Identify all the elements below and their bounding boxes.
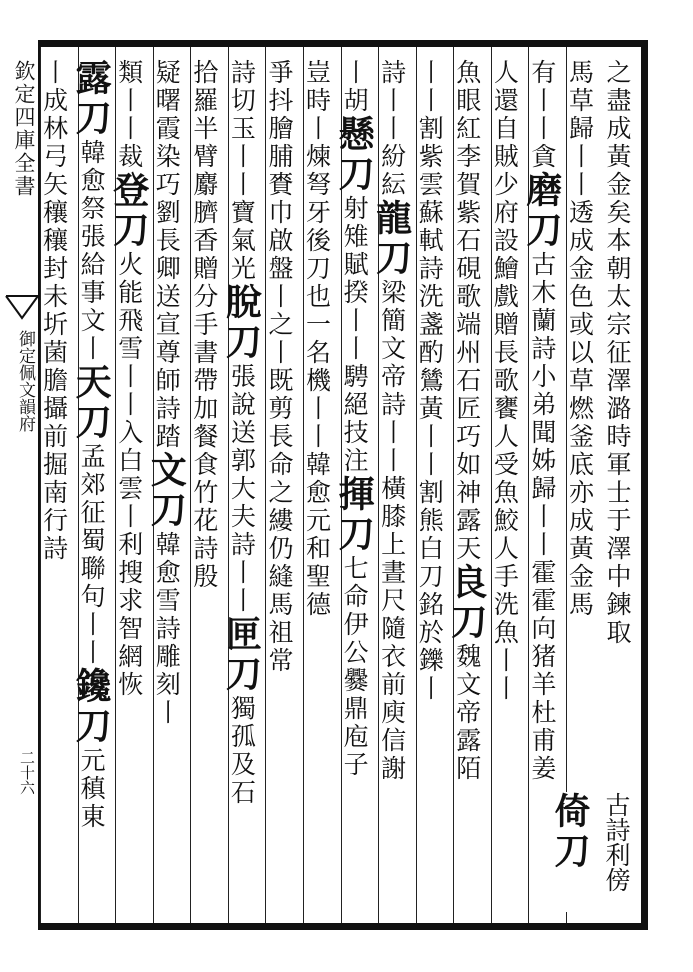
- entry-text: 丨丨韓愈元和聖德: [302, 395, 332, 619]
- entry-text: 丨丨割紫雲蘇軾詩洗盞酌鷥黃丨丨割熊白: [415, 59, 445, 563]
- entry-heading: 文刀: [145, 451, 188, 531]
- column-text: [333, 59, 377, 919]
- column-text: [39, 59, 76, 919]
- column-text: [370, 59, 414, 919]
- text-column: [107, 47, 153, 923]
- entry-text: 韓愈雪詩雕刻丨: [152, 531, 182, 727]
- entry-text: 南行詩: [39, 479, 69, 563]
- column-text: [302, 59, 339, 919]
- entry-text: 魏文帝露陌: [452, 643, 482, 783]
- entry-text: 豈時丨: [302, 59, 332, 143]
- entry-text: 賚巾啟盤丨之丨既剪長命之縷仍縫馬祖常: [264, 171, 294, 675]
- entry-text: 爭抖膾脯: [264, 59, 294, 171]
- entry-heading: 露刀: [70, 59, 113, 139]
- entry-text: 韓愈祭張給事文丨: [77, 139, 107, 363]
- entry-text: 贈分手書帶加餐食: [189, 255, 219, 479]
- entry-text: 丨利搜求智網恢: [114, 503, 144, 699]
- entry-heading-right: [543, 792, 639, 912]
- entry-text: 之盡成黃金矣本朝太宗征澤潞時軍士于澤中鍊取: [603, 59, 632, 647]
- column-text: [415, 59, 452, 919]
- entry-text: 煉: [302, 143, 332, 171]
- book-title: 欽定四庫全書: [12, 60, 36, 198]
- text-columns: [40, 47, 641, 923]
- text-column: [370, 47, 416, 923]
- entry-text: 孟郊征蜀聯句丨丨: [77, 443, 107, 667]
- entry-heading: 良刀: [445, 563, 488, 643]
- entry-text: 獨孤及石: [227, 695, 257, 807]
- entry-text: 詩切玉丨丨寶氣光: [227, 59, 257, 283]
- entry-heading: 磨刀: [520, 171, 563, 251]
- entry-text: 古木蘭詩小弟聞姊歸丨丨霍霍向猪羊杜甫姜: [527, 251, 557, 783]
- text-column: [40, 47, 78, 923]
- text-column: [303, 47, 341, 923]
- entry-heading: 鑱刀: [70, 667, 113, 747]
- page-number: 二十六: [18, 750, 36, 795]
- column-text: [189, 59, 226, 919]
- column-text: [70, 59, 114, 919]
- column-text: [565, 59, 602, 919]
- entry-heading: 揮刀: [333, 475, 376, 555]
- entry-text: 丨胡: [340, 59, 370, 115]
- text-column: [190, 47, 228, 923]
- column-text: [145, 59, 189, 919]
- entry-text: 張說送郭大夫詩丨丨: [227, 363, 257, 615]
- entry-text: 劉長卿送宣尊師詩踏: [152, 199, 182, 451]
- entry-text: 射雉賦揆丨丨騁絕技注: [340, 195, 370, 475]
- text-column: [220, 47, 266, 923]
- entry-text: 魚眼紅李賀紫石硯歌端州石匠巧如神露天: [452, 59, 482, 563]
- entry-heading: 懸刀: [333, 115, 376, 195]
- entry-text: 丨成林弓矢穰穰: [39, 59, 69, 255]
- entry-text: 詩丨丨紛紜: [377, 59, 407, 199]
- text-column: [145, 47, 191, 923]
- column-text: [220, 59, 264, 919]
- entry-text: 七命伊公爨鼎庖子: [340, 555, 370, 779]
- text-column: [445, 47, 491, 923]
- entry-text: 人還自賊: [490, 59, 520, 171]
- text-column: [416, 47, 454, 923]
- entry-text: 拾羅半臂麝臍香: [189, 59, 219, 255]
- column-text: [605, 59, 639, 919]
- entry-text: 類丨丨裁: [114, 59, 144, 171]
- entry-text: 梁簡文帝詩丨丨橫膝上晝尺隨衣前庾信謝: [377, 279, 407, 783]
- column-text: [445, 59, 489, 919]
- entry-text: 疑曙霞染巧: [152, 59, 182, 199]
- entry-heading: 天刀: [70, 363, 113, 443]
- entry-text: 竹花詩殷: [189, 479, 219, 591]
- entry-text: 刀銘於鑠丨: [415, 563, 445, 703]
- column-text: [107, 59, 151, 919]
- entry-text: 元稹東: [77, 747, 107, 831]
- entry-text: 弩牙後刀也一名機: [302, 171, 332, 395]
- text-column: [333, 47, 379, 923]
- entry-heading: 倚刀: [549, 792, 591, 872]
- entry-text: 少府設鱠戲贈長歌饔人受魚鮫人手洗魚丨丨: [490, 171, 520, 703]
- entry-heading: 龍刀: [370, 199, 413, 279]
- section-title: 御定佩文韻府: [15, 330, 35, 432]
- text-column: [491, 47, 529, 923]
- entry-text: 火能飛雪丨丨入白雲: [114, 251, 144, 503]
- text-column: [265, 47, 303, 923]
- column-text: [264, 59, 301, 919]
- entry-heading: 脫刀: [220, 283, 263, 363]
- entry-heading: 匣刀: [220, 615, 263, 695]
- entry-heading: 登刀: [107, 171, 150, 251]
- column-text: [520, 59, 564, 919]
- column-text: [490, 59, 527, 919]
- text-column: [70, 47, 116, 923]
- entry-text: 古詩利傍: [602, 792, 631, 892]
- entry-text: 封未圻菌膽攝前掘: [39, 255, 69, 479]
- entry-text: 馬草歸丨丨透成金色或以草燃釜底亦成黃金馬: [565, 59, 595, 619]
- entry-text: 有丨丨貪: [527, 59, 557, 171]
